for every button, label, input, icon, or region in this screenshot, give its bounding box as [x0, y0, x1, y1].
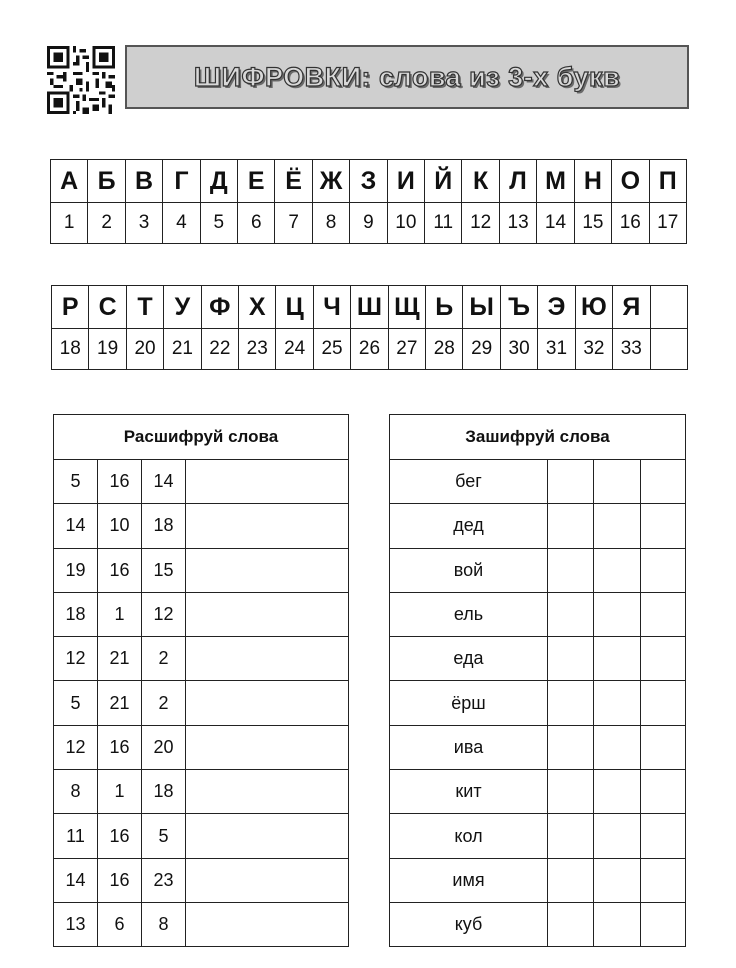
code-number-cell: 14 [54, 504, 98, 548]
answer-blank-cell[interactable] [641, 637, 686, 681]
alphabet-letter-cell: Т [126, 286, 163, 329]
code-number-cell: 14 [142, 460, 186, 504]
encode-words-table [389, 414, 686, 947]
alphabet-number-cell: 15 [574, 203, 611, 244]
encode-row [390, 681, 686, 725]
answer-blank-cell[interactable] [641, 681, 686, 725]
answer-blank-cell[interactable] [548, 770, 594, 814]
alphabet-letter-cell: Я [613, 286, 650, 329]
alphabet-number-cell: 29 [463, 329, 500, 370]
answer-blank-cell[interactable] [186, 681, 349, 725]
alphabet-letter-cell: Э [538, 286, 575, 329]
code-number-cell: 13 [54, 902, 98, 946]
answer-blank-cell[interactable] [594, 814, 641, 858]
answer-blank-cell[interactable] [186, 504, 349, 548]
decode-row [54, 814, 349, 858]
answer-blank-cell[interactable] [548, 592, 594, 636]
answer-blank-cell[interactable] [641, 504, 686, 548]
decode-row [54, 548, 349, 592]
answer-blank-cell[interactable] [641, 725, 686, 769]
code-number-cell: 18 [142, 504, 186, 548]
answer-blank-cell[interactable] [594, 858, 641, 902]
alphabet-letter-cell: Ф [201, 286, 238, 329]
alphabet-letter-cell: А [51, 160, 88, 203]
alphabet-letter-cell: Ь [426, 286, 463, 329]
alphabet-number-cell: 5 [200, 203, 237, 244]
alphabet-letter-cell: Г [163, 160, 200, 203]
decode-words-table [53, 414, 349, 947]
decode-row [54, 681, 349, 725]
encode-row [390, 548, 686, 592]
title-banner [125, 45, 689, 109]
encode-row [390, 902, 686, 946]
alphabet-number-cell: 13 [499, 203, 536, 244]
answer-blank-cell[interactable] [186, 637, 349, 681]
alphabet-letter-cell: Х [239, 286, 276, 329]
code-number-cell: 2 [142, 637, 186, 681]
alphabet-letter-cell: П [649, 160, 687, 203]
alphabet-letter-cell: Н [574, 160, 611, 203]
code-number-cell: 5 [142, 814, 186, 858]
answer-blank-cell[interactable] [548, 548, 594, 592]
word-cell: ель [390, 592, 548, 636]
answer-blank-cell[interactable] [594, 725, 641, 769]
alphabet-number-cell: 24 [276, 329, 313, 370]
qr-code-image [47, 46, 115, 114]
alphabet-letter-cell: М [537, 160, 574, 203]
answer-blank-cell[interactable] [548, 725, 594, 769]
decode-row [54, 637, 349, 681]
word-cell: дед [390, 504, 548, 548]
decode-row [54, 592, 349, 636]
answer-blank-cell[interactable] [548, 858, 594, 902]
encode-heading: Зашифруй слова [390, 415, 686, 460]
alphabet-letter-cell: Ж [312, 160, 349, 203]
alphabet-letter-cell: Р [52, 286, 89, 329]
alphabet-letter-cell: Л [499, 160, 536, 203]
code-number-cell: 1 [98, 770, 142, 814]
alphabet-number-cell: 8 [312, 203, 349, 244]
alphabet-letter-cell: Ш [351, 286, 388, 329]
alphabet-number-cell [650, 329, 688, 370]
code-number-cell: 12 [54, 725, 98, 769]
answer-blank-cell[interactable] [186, 725, 349, 769]
code-number-cell: 1 [98, 592, 142, 636]
alphabet-number-cell: 4 [163, 203, 200, 244]
alphabet-letter-cell: Ч [313, 286, 350, 329]
alphabet-letter-cell: Ц [276, 286, 313, 329]
alphabet-number-cell: 32 [575, 329, 612, 370]
decode-row [54, 770, 349, 814]
answer-blank-cell[interactable] [641, 460, 686, 504]
decode-row [54, 460, 349, 504]
answer-blank-cell[interactable] [594, 460, 641, 504]
alphabet-number-cell: 25 [313, 329, 350, 370]
alphabet-number-cell: 23 [239, 329, 276, 370]
answer-blank-cell[interactable] [548, 460, 594, 504]
alphabet-number-cell: 10 [387, 203, 424, 244]
alphabet-letter-cell: Ю [575, 286, 612, 329]
alphabet-letter-cell: Щ [388, 286, 425, 329]
alphabet-number-cell: 27 [388, 329, 425, 370]
answer-blank-cell[interactable] [186, 592, 349, 636]
answer-blank-cell[interactable] [641, 548, 686, 592]
encode-row [390, 770, 686, 814]
answer-blank-cell[interactable] [548, 814, 594, 858]
decode-row [54, 504, 349, 548]
alphabet-letter-cell: Ы [463, 286, 500, 329]
alphabet-letter-cell: З [350, 160, 387, 203]
alphabet-number-cell: 26 [351, 329, 388, 370]
alphabet-number-cell: 14 [537, 203, 574, 244]
encode-row [390, 725, 686, 769]
answer-blank-cell[interactable] [548, 902, 594, 946]
alphabet-number-cell: 1 [51, 203, 88, 244]
code-number-cell: 14 [54, 858, 98, 902]
answer-blank-cell[interactable] [594, 902, 641, 946]
alphabet-number-cell: 6 [238, 203, 275, 244]
word-cell: ива [390, 725, 548, 769]
alphabet-letter-cell [650, 286, 688, 329]
code-number-cell: 11 [54, 814, 98, 858]
alphabet-letter-cell: У [164, 286, 201, 329]
code-number-cell: 15 [142, 548, 186, 592]
alphabet-table-1 [50, 159, 687, 244]
alphabet-number-cell: 18 [52, 329, 89, 370]
alphabet-letter-cell: Й [425, 160, 462, 203]
encode-row [390, 504, 686, 548]
code-number-cell: 21 [98, 637, 142, 681]
word-cell: ёрш [390, 681, 548, 725]
answer-blank-cell[interactable] [641, 770, 686, 814]
encode-row [390, 858, 686, 902]
alphabet-number-cell: 3 [125, 203, 162, 244]
answer-blank-cell[interactable] [186, 548, 349, 592]
encode-row [390, 814, 686, 858]
encode-row [390, 637, 686, 681]
alphabet-number-cell: 30 [500, 329, 537, 370]
answer-blank-cell[interactable] [186, 460, 349, 504]
code-number-cell: 23 [142, 858, 186, 902]
alphabet-number-cell: 31 [538, 329, 575, 370]
alphabet-number-cell: 7 [275, 203, 312, 244]
alphabet-number-cell: 28 [426, 329, 463, 370]
answer-blank-cell[interactable] [641, 902, 686, 946]
alphabet-number-cell: 2 [88, 203, 125, 244]
answer-blank-cell[interactable] [186, 814, 349, 858]
answer-blank-cell[interactable] [186, 858, 349, 902]
alphabet-number-cell: 17 [649, 203, 687, 244]
answer-blank-cell[interactable] [594, 681, 641, 725]
answer-blank-cell[interactable] [594, 592, 641, 636]
alphabet-number-cell: 19 [89, 329, 126, 370]
alphabet-letter-cell: О [612, 160, 649, 203]
code-number-cell: 2 [142, 681, 186, 725]
code-number-cell: 6 [98, 902, 142, 946]
answer-blank-cell[interactable] [594, 770, 641, 814]
code-number-cell: 16 [98, 548, 142, 592]
answer-blank-cell[interactable] [594, 548, 641, 592]
word-cell: кол [390, 814, 548, 858]
answer-blank-cell[interactable] [641, 814, 686, 858]
answer-blank-cell[interactable] [548, 504, 594, 548]
alphabet-letter-cell: Б [88, 160, 125, 203]
answer-blank-cell[interactable] [548, 681, 594, 725]
alphabet-number-cell: 11 [425, 203, 462, 244]
code-number-cell: 12 [142, 592, 186, 636]
code-number-cell: 21 [98, 681, 142, 725]
worksheet-title: ШИФРОВКИ: слова из 3-х букв [193, 61, 621, 92]
alphabet-number-cell: 22 [201, 329, 238, 370]
answer-blank-cell[interactable] [641, 858, 686, 902]
decode-row [54, 902, 349, 946]
answer-blank-cell[interactable] [594, 504, 641, 548]
alphabet-number-cell: 33 [613, 329, 650, 370]
encode-row [390, 592, 686, 636]
code-number-cell: 20 [142, 725, 186, 769]
word-cell: бег [390, 460, 548, 504]
word-cell: куб [390, 902, 548, 946]
code-number-cell: 18 [142, 770, 186, 814]
alphabet-letter-cell: Д [200, 160, 237, 203]
word-cell: вой [390, 548, 548, 592]
alphabet-letter-cell: Е [238, 160, 275, 203]
answer-blank-cell[interactable] [548, 637, 594, 681]
code-number-cell: 16 [98, 725, 142, 769]
word-cell: кит [390, 770, 548, 814]
code-number-cell: 19 [54, 548, 98, 592]
alphabet-number-cell: 21 [164, 329, 201, 370]
answer-blank-cell[interactable] [186, 770, 349, 814]
code-number-cell: 16 [98, 460, 142, 504]
alphabet-number-cell: 20 [126, 329, 163, 370]
alphabet-letter-cell: В [125, 160, 162, 203]
alphabet-letter-cell: С [89, 286, 126, 329]
word-cell: имя [390, 858, 548, 902]
alphabet-number-cell: 16 [612, 203, 649, 244]
alphabet-letter-cell: Ё [275, 160, 312, 203]
answer-blank-cell[interactable] [594, 637, 641, 681]
code-number-cell: 8 [142, 902, 186, 946]
code-number-cell: 5 [54, 460, 98, 504]
alphabet-number-cell: 9 [350, 203, 387, 244]
alphabet-letter-cell: И [387, 160, 424, 203]
word-cell: еда [390, 637, 548, 681]
code-number-cell: 12 [54, 637, 98, 681]
code-number-cell: 18 [54, 592, 98, 636]
answer-blank-cell[interactable] [186, 902, 349, 946]
decode-row [54, 858, 349, 902]
code-number-cell: 5 [54, 681, 98, 725]
code-number-cell: 8 [54, 770, 98, 814]
code-number-cell: 16 [98, 814, 142, 858]
alphabet-table-2 [51, 285, 688, 370]
code-number-cell: 10 [98, 504, 142, 548]
decode-heading: Расшифруй слова [54, 415, 349, 460]
alphabet-letter-cell: К [462, 160, 499, 203]
decode-row [54, 725, 349, 769]
alphabet-letter-cell: Ъ [500, 286, 537, 329]
encode-row [390, 460, 686, 504]
code-number-cell: 16 [98, 858, 142, 902]
answer-blank-cell[interactable] [641, 592, 686, 636]
alphabet-number-cell: 12 [462, 203, 499, 244]
